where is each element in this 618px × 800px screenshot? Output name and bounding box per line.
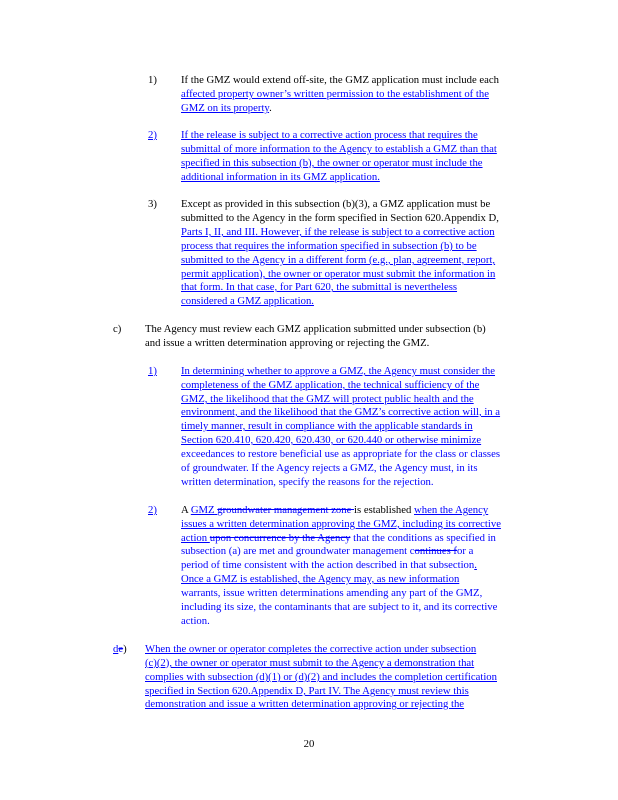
c-item-2-gmz-inserted: GMZ [190,504,215,516]
subsection-d-line-3: complies with subsection (d)(1) or (d)(2) and includes the completion certification [145,671,497,683]
c-item-2-deleted-zone: groundwater management zone [217,504,355,516]
item-2-line-1: If the release is subject to a corrective action process that requires the [181,129,478,141]
item-3-line-3-parts: Parts I, II, and III [181,226,256,238]
c-item-2-line-8: including its size, the contaminants that are subject to it, and its corrective [181,601,498,613]
item-1-line-1: If the GMZ would extend off-site, the GMZ application must include each [181,74,499,86]
c-item-1-line-2: completeness of the GMZ application, the technical sufficiency of the [181,379,480,391]
item-1-number: 1) [148,74,157,86]
subsection-de-label [113,643,127,657]
item-3-line-4: process that requires the information specified in subsection (b) to be [181,240,477,252]
item-1-line-2: affected property owner’s written permission to the establishment of the [181,88,489,100]
subsection-d-line-4: specified in Section 620.Appendix D, Part IV. The Agency must review this [145,685,469,697]
c-item-1-line-6: Section 620.410, 620.420, 620.430, or 620.440 or otherwise minimize [181,434,482,446]
c-item-1-line-1: In determining whether to approve a GMZ, the Agency must consider the [181,365,496,377]
item-2-line-2: submittal of more information to the Agency to establish a GMZ than that [181,143,497,155]
item-1-line-3 [181,102,272,116]
c-item-1-line-9: written determination, specify the reasons for the rejection. [181,476,434,488]
c-item-2-action-inserted: action [181,532,210,544]
c-item-2-line-2: issues a written determination approving the GMZ, including its corrective [181,518,501,530]
item-3-line-7: that form. In that case, for Part 620, the submittal is nevertheless [181,281,458,293]
subsection-d-inserted: d [113,643,119,655]
c-item-2-line-9: action. [181,615,210,627]
c-item-2-line-7: warrants, issue written determinations amending any part of the GMZ, [181,587,483,599]
c-item-1-line-5: timely manner, result in compliance with the applicable standards in [181,420,473,432]
subsection-d-line-2: (c)(2), the owner or operator must submit to the Agency a demonstration that [145,657,475,669]
c-item-1-line-4: environment, and the likelihood that the GMZ’s corrective action will, in a [181,406,501,418]
item-3-line-3 [181,226,495,240]
item-3-line-5: submitted to the Agency in a different form (e.g., plan, agreement, report, [181,254,496,266]
subsection-c-label: c) [113,323,122,335]
c-item-2-line-4-a: subsection (a) are met and groundwater management c [181,545,415,557]
item-2-line-3: specified in this subsection (b), the owner or operator must include the [181,157,483,169]
item-3-line-1: Except as provided in this subsection (b)(3), a GMZ application must be [181,198,491,210]
c-item-2-line-1 [181,504,488,518]
c-item-2-deleted-concurrence: upon concurrence by the Agency [209,532,351,544]
item-3-line-2: submitted to the Agency in the form specified in Section 620.Appendix D, [181,212,499,224]
c-item-2-line-5 [181,559,477,573]
item-2-number: 2) [148,129,157,141]
c-item-2-when-inserted: when the Agency [414,504,489,516]
c-item-2-deleted-continues: ontinues f [414,545,457,557]
item-1-line-3-period: . [269,102,272,114]
c-item-2-number: 2) [148,504,157,516]
item-3-line-8: considered a GMZ application. [181,295,314,307]
c-item-1-line-8: of groundwater. If the Agency rejects a GMZ, the Agency must, in its [181,462,478,474]
subsection-c-line-1: The Agency must review each GMZ application submitted under subsection (b) [145,323,486,335]
c-item-2-line-3-rest: that the conditions as specified in [350,532,496,544]
c-item-1-line-7: exceedances to restore beneficial use as appropriate for the class or classes [181,448,500,460]
subsection-d-line-1: When the owner or operator completes the corrective action under subsection [145,643,477,655]
c-item-2-established: is established [354,504,415,516]
c-item-2-line-6: Once a GMZ is established, the Agency may, as new information [181,573,460,585]
c-item-2-line-3 [181,532,496,546]
c-item-2-line-5-a: period of time consistent with the action described in that subsection [181,559,475,571]
c-item-2-line-5-b: . [474,559,477,571]
subsection-d-line-5: demonstration and issue a written determination approving or rejecting the [145,698,465,710]
subsection-c-line-2: and issue a written determination approving or rejecting the GMZ. [145,337,430,349]
item-3-line-6: permit application), the owner or operator must submit the information in [181,268,496,280]
page-number: 20 [303,738,315,750]
item-2-line-4: additional information in its GMZ application. [181,171,380,183]
c-item-2-line-4-c: or a [457,545,474,557]
c-item-1-number: 1) [148,365,157,377]
subsection-de-paren: ) [123,643,127,655]
c-item-1-line-3: GMZ, the likelihood that the GMZ will protect public health and the [181,393,474,405]
c-item-2-line-4 [181,545,473,559]
subsection-e-deleted: e [118,643,124,655]
item-3-number: 3) [148,198,157,210]
item-1-line-3-inserted: GMZ on its property [181,102,270,114]
item-3-line-3-rest: . However, if the release is subject to a corrective action [255,226,495,238]
c-item-2-article: A [181,504,191,516]
